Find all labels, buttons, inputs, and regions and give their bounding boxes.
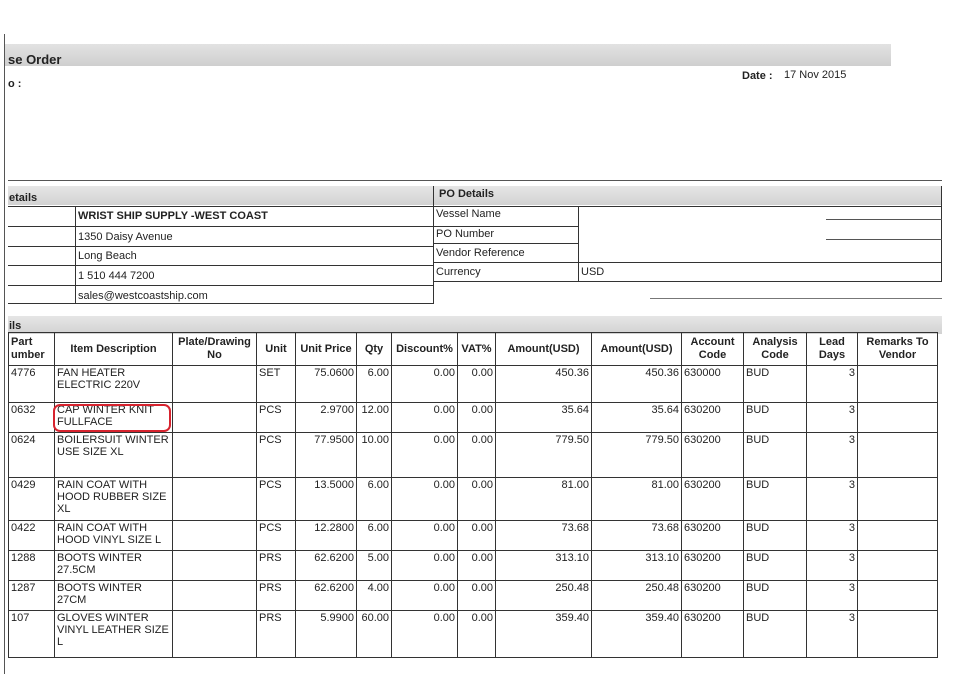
- col-part-number: Part umber: [9, 333, 55, 366]
- cell-plate: [173, 551, 257, 581]
- cell-account: 630200: [682, 551, 744, 581]
- cell-remarks: [858, 551, 938, 581]
- date-label: Date :: [742, 70, 773, 82]
- cell-amount1: 359.40: [496, 611, 592, 658]
- cell-desc: FAN HEATER ELECTRIC 220V: [55, 366, 173, 403]
- vendor-address-line2: Long Beach: [78, 250, 137, 262]
- cell-analysis: BUD: [744, 551, 807, 581]
- cell-part: 0632: [9, 403, 55, 433]
- cell-amount2: 779.50: [592, 433, 682, 478]
- cell-analysis: BUD: [744, 403, 807, 433]
- cell-desc: GLOVES WINTER VINYL LEATHER SIZE L: [55, 611, 173, 658]
- cell-part: 107: [9, 611, 55, 658]
- cell-qty: 6.00: [357, 478, 392, 521]
- cell-vat: 0.00: [458, 478, 496, 521]
- cell-vat: 0.00: [458, 403, 496, 433]
- col-unit: Unit: [257, 333, 296, 366]
- vendor-address-line1: 1350 Daisy Avenue: [78, 231, 173, 243]
- cell-part: 0624: [9, 433, 55, 478]
- cell-unit-price: 5.9900: [296, 611, 357, 658]
- cell-unit-price: 13.5000: [296, 478, 357, 521]
- cell-unit-price: 77.9500: [296, 433, 357, 478]
- cell-account: 630200: [682, 581, 744, 611]
- cell-qty: 6.00: [357, 521, 392, 551]
- cell-discount: 0.00: [392, 611, 458, 658]
- cell-vat: 0.00: [458, 611, 496, 658]
- cell-amount1: 250.48: [496, 581, 592, 611]
- cell-part: 1287: [9, 581, 55, 611]
- cell-unit-price: 12.2800: [296, 521, 357, 551]
- cell-plate: [173, 611, 257, 658]
- cell-plate: [173, 581, 257, 611]
- cell-unit: PCS: [257, 521, 296, 551]
- po-field-label: PO Number: [436, 228, 495, 240]
- cell-lead: 3: [807, 581, 858, 611]
- cell-remarks: [858, 611, 938, 658]
- cell-vat: 0.00: [458, 581, 496, 611]
- cell-unit: PRS: [257, 581, 296, 611]
- cell-amount2: 250.48: [592, 581, 682, 611]
- cell-unit-price: 75.0600: [296, 366, 357, 403]
- cell-plate: [173, 403, 257, 433]
- cell-remarks: [858, 581, 938, 611]
- cell-desc: RAIN COAT WITH HOOD VINYL SIZE L: [55, 521, 173, 551]
- cell-amount2: 450.36: [592, 366, 682, 403]
- page-left-border: [4, 34, 5, 674]
- items-table: [8, 332, 938, 658]
- cell-unit-price: 62.6200: [296, 581, 357, 611]
- cell-desc: BOOTS WINTER 27.5CM: [55, 551, 173, 581]
- col-plate-drawing: Plate/Drawing No: [173, 333, 257, 366]
- cell-amount2: 313.10: [592, 551, 682, 581]
- cell-account: 630200: [682, 611, 744, 658]
- cell-analysis: BUD: [744, 611, 807, 658]
- cell-qty: 12.00: [357, 403, 392, 433]
- cell-remarks: [858, 433, 938, 478]
- vendor-details-heading: etails: [9, 192, 38, 204]
- cell-discount: 0.00: [392, 366, 458, 403]
- col-remarks: Remarks To Vendor: [858, 333, 938, 366]
- table-row: [9, 551, 938, 581]
- cell-desc: RAIN COAT WITH HOOD RUBBER SIZE XL: [55, 478, 173, 521]
- cell-account: 630200: [682, 478, 744, 521]
- col-unit-price: Unit Price: [296, 333, 357, 366]
- cell-analysis: BUD: [744, 521, 807, 551]
- po-field-label: Vendor Reference: [436, 247, 525, 259]
- date-value: 17 Nov 2015: [784, 69, 847, 81]
- cell-lead: 3: [807, 611, 858, 658]
- cell-amount2: 73.68: [592, 521, 682, 551]
- cell-remarks: [858, 478, 938, 521]
- cell-desc: CAP WINTER KNIT FULLFACE: [55, 403, 173, 433]
- cell-vat: 0.00: [458, 551, 496, 581]
- cell-analysis: BUD: [744, 366, 807, 403]
- cell-remarks: [858, 521, 938, 551]
- col-account-code: Account Code: [682, 333, 744, 366]
- cell-plate: [173, 366, 257, 403]
- cell-account: 630200: [682, 433, 744, 478]
- cell-analysis: BUD: [744, 581, 807, 611]
- document-title: se Order: [8, 52, 62, 67]
- cell-amount1: 779.50: [496, 433, 592, 478]
- cell-amount1: 313.10: [496, 551, 592, 581]
- cell-analysis: BUD: [744, 478, 807, 521]
- cell-plate: [173, 478, 257, 521]
- cell-amount2: 359.40: [592, 611, 682, 658]
- cell-unit-price: 2.9700: [296, 403, 357, 433]
- vendor-phone: 1 510 444 7200: [78, 270, 155, 282]
- cell-desc: BOILERSUIT WINTER USE SIZE XL: [55, 433, 173, 478]
- cell-qty: 4.00: [357, 581, 392, 611]
- col-vat: VAT%: [458, 333, 496, 366]
- items-header-row: [9, 333, 938, 366]
- cell-amount1: 73.68: [496, 521, 592, 551]
- to-label: o :: [8, 78, 22, 90]
- cell-part: 1288: [9, 551, 55, 581]
- cell-lead: 3: [807, 521, 858, 551]
- po-details-bar: [434, 186, 942, 205]
- table-row: [9, 521, 938, 551]
- vendor-details-bar: [8, 186, 434, 205]
- title-bar: [5, 44, 891, 66]
- cell-vat: 0.00: [458, 521, 496, 551]
- po-details-heading: PO Details: [439, 188, 495, 200]
- col-amount-usd: Amount(USD): [496, 333, 592, 366]
- cell-qty: 10.00: [357, 433, 392, 478]
- vendor-name: WRIST SHIP SUPPLY -WEST COAST: [78, 210, 268, 222]
- cell-plate: [173, 433, 257, 478]
- cell-part: 0429: [9, 478, 55, 521]
- cell-unit: PCS: [257, 433, 296, 478]
- cell-vat: 0.00: [458, 433, 496, 478]
- cell-account: 630000: [682, 366, 744, 403]
- table-row: [9, 433, 938, 478]
- cell-qty: 6.00: [357, 366, 392, 403]
- table-row: [9, 611, 938, 658]
- cell-lead: 3: [807, 366, 858, 403]
- table-row: [9, 366, 938, 403]
- cell-unit: PCS: [257, 478, 296, 521]
- col-amount-usd-2: Amount(USD): [592, 333, 682, 366]
- cell-lead: 3: [807, 403, 858, 433]
- cell-qty: 60.00: [357, 611, 392, 658]
- table-row: [9, 478, 938, 521]
- items-section-heading: ils: [9, 320, 22, 332]
- cell-desc: BOOTS WINTER 27CM: [55, 581, 173, 611]
- col-analysis-code: Analysis Code: [744, 333, 807, 366]
- po-field-label: Currency: [436, 266, 481, 278]
- cell-discount: 0.00: [392, 478, 458, 521]
- cell-lead: 3: [807, 478, 858, 521]
- cell-amount1: 35.64: [496, 403, 592, 433]
- cell-unit-price: 62.6200: [296, 551, 357, 581]
- currency-value: USD: [581, 266, 605, 278]
- cell-account: 630200: [682, 403, 744, 433]
- cell-remarks: [858, 403, 938, 433]
- col-discount: Discount%: [392, 333, 458, 366]
- cell-amount1: 81.00: [496, 478, 592, 521]
- col-qty: Qty: [357, 333, 392, 366]
- cell-unit: PRS: [257, 551, 296, 581]
- cell-discount: 0.00: [392, 581, 458, 611]
- po-field-label: Vessel Name: [436, 208, 501, 220]
- cell-qty: 5.00: [357, 551, 392, 581]
- cell-lead: 3: [807, 433, 858, 478]
- cell-unit: SET: [257, 366, 296, 403]
- col-item-description: Item Description: [55, 333, 173, 366]
- cell-discount: 0.00: [392, 433, 458, 478]
- cell-amount2: 35.64: [592, 403, 682, 433]
- table-row: [9, 581, 938, 611]
- cell-discount: 0.00: [392, 551, 458, 581]
- cell-lead: 3: [807, 551, 858, 581]
- cell-discount: 0.00: [392, 521, 458, 551]
- cell-analysis: BUD: [744, 433, 807, 478]
- cell-vat: 0.00: [458, 366, 496, 403]
- cell-plate: [173, 521, 257, 551]
- vendor-email: sales@westcoastship.com: [78, 290, 208, 302]
- highlight-circle: [53, 404, 171, 432]
- col-lead-days: Lead Days: [807, 333, 858, 366]
- cell-part: 0422: [9, 521, 55, 551]
- cell-remarks: [858, 366, 938, 403]
- cell-amount1: 450.36: [496, 366, 592, 403]
- cell-unit: PCS: [257, 403, 296, 433]
- cell-unit: PRS: [257, 611, 296, 658]
- cell-part: 4776: [9, 366, 55, 403]
- cell-amount2: 81.00: [592, 478, 682, 521]
- cell-discount: 0.00: [392, 403, 458, 433]
- cell-account: 630200: [682, 521, 744, 551]
